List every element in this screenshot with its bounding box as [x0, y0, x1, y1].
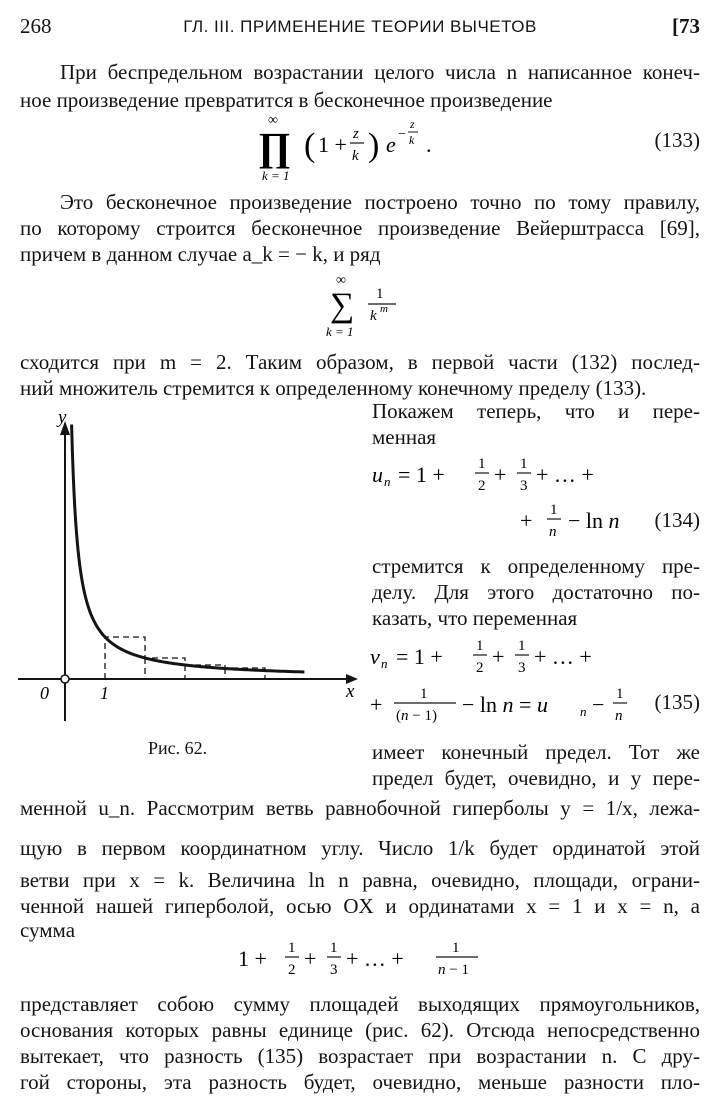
svg-text:− ln n = u: − ln n = u	[462, 692, 548, 717]
svg-text:1: 1	[478, 456, 486, 472]
svg-text:n: n	[580, 704, 587, 719]
equation-number: (133)	[654, 128, 700, 152]
text-line: сходится при m = 2. Таким образом, в первой части (132) послед-	[20, 350, 700, 374]
section-number: [73	[672, 14, 700, 38]
svg-text:v: v	[370, 644, 380, 669]
sum-render	[238, 930, 488, 990]
svg-text:∞: ∞	[336, 273, 346, 288]
svg-text:1: 1	[288, 940, 296, 956]
series-formula	[322, 270, 422, 340]
svg-text:∞: ∞	[268, 113, 278, 128]
svg-text:+: +	[492, 644, 505, 669]
text-line: представляет собою сумму площадей выходящих прямоугольников,	[20, 992, 700, 1016]
svg-text:3: 3	[330, 962, 338, 978]
page-number: 268	[20, 14, 52, 38]
svg-text:1: 1	[616, 686, 624, 702]
running-title: ГЛ. III. ПРИМЕНЕНИЕ ТЕОРИИ ВЫЧЕТОВ	[183, 17, 537, 36]
svg-text:.: .	[426, 132, 432, 157]
unit-rectangles	[105, 637, 265, 679]
svg-text:− ln n: − ln n	[568, 508, 620, 533]
svg-text:z: z	[410, 117, 415, 131]
equation-135	[368, 632, 700, 724]
svg-text:= 1 +: = 1 +	[396, 644, 443, 669]
svg-text:z: z	[353, 126, 359, 142]
svg-text:= 1 +: = 1 +	[398, 462, 445, 487]
text-line: имеет конечный предел. Тот же	[372, 740, 700, 764]
x-label: x	[346, 681, 355, 702]
svg-text:n: n	[549, 524, 557, 540]
svg-text:u: u	[372, 462, 383, 487]
svg-text:3: 3	[518, 660, 526, 676]
svg-text:2: 2	[288, 962, 296, 978]
svg-text:n − 1: n − 1	[438, 962, 469, 978]
sum-formula	[238, 930, 488, 990]
equation-number: (134)	[654, 508, 700, 532]
svg-text:k = 1: k = 1	[262, 168, 290, 182]
svg-text:(n − 1): (n − 1)	[396, 708, 437, 724]
equation-133	[258, 110, 458, 182]
svg-text:(: (	[304, 127, 316, 164]
svg-text:k = 1: k = 1	[326, 324, 354, 339]
text-line: менной u_n. Рассмотрим ветвь равнобочной гиперболы y = 1/x, лежа-	[20, 796, 700, 820]
origin-point	[61, 675, 69, 683]
origin-label: 0	[40, 683, 49, 703]
svg-text:1: 1	[420, 686, 428, 702]
svg-text:1 +: 1 +	[238, 946, 267, 971]
svg-text:−: −	[398, 127, 406, 142]
svg-text:1: 1	[330, 940, 338, 956]
text-line: ченной нашей гиперболой, осью OX и ординатами x = 1 и x = n, а	[20, 894, 700, 918]
text-line: сумма	[20, 918, 76, 942]
svg-text:+ … +: + … +	[536, 462, 594, 487]
svg-text:m: m	[380, 303, 388, 315]
svg-text:k: k	[352, 148, 359, 164]
text-line: основания которых равны единице (рис. 62). Отсюда непосредственно	[20, 1018, 700, 1042]
series-render	[322, 270, 422, 340]
svg-text:+: +	[494, 462, 507, 487]
svg-text:1: 1	[376, 286, 384, 302]
svg-text:1: 1	[518, 638, 526, 654]
svg-text:e: e	[386, 132, 396, 157]
svg-text:n: n	[381, 656, 388, 671]
svg-text:∑: ∑	[330, 287, 355, 324]
text-line: щую в первом координатном углу. Число 1/k будет ординатой этой	[20, 836, 700, 860]
svg-text:+: +	[520, 508, 533, 533]
text-line: менная	[372, 425, 437, 449]
equation-135-render	[368, 632, 700, 724]
text-line: предел будет, очевидно, и у пере-	[372, 766, 700, 790]
svg-text:3: 3	[520, 478, 528, 494]
svg-text:1: 1	[520, 456, 528, 472]
svg-text:1 +: 1 +	[318, 132, 347, 157]
text-line: Покажем теперь, что и пере-	[372, 399, 700, 423]
svg-text:): )	[368, 127, 380, 164]
hyperbola-curve	[72, 425, 305, 673]
text-line: по которому строится бесконечное произведение Вейерштрасса [69],	[20, 216, 700, 240]
svg-text:1: 1	[476, 638, 484, 654]
text-line: казать, что переменная	[372, 606, 578, 630]
text-line: Это бесконечное произведение построено точно по тому правилу,	[60, 190, 700, 214]
svg-text:k: k	[409, 133, 415, 147]
text-line: стремится к определенному пре-	[372, 554, 700, 578]
equation-134	[372, 452, 700, 542]
one-label: 1	[100, 683, 109, 703]
svg-text:+: +	[304, 946, 317, 971]
hyperbola-plot	[18, 405, 363, 725]
svg-text:2: 2	[476, 660, 484, 676]
svg-text:−: −	[592, 692, 605, 717]
svg-text:1: 1	[452, 940, 460, 956]
equation-134-render	[372, 452, 700, 542]
svg-text:n: n	[384, 474, 391, 489]
text-line: делу. Для этого достаточно по-	[372, 580, 700, 604]
svg-text:+ … +: + … +	[346, 946, 404, 971]
figure-62	[18, 405, 363, 725]
figure-caption: Рис. 62.	[148, 738, 208, 758]
svg-text:k: k	[370, 308, 377, 324]
svg-text:+ … +: + … +	[534, 644, 592, 669]
equation-133-render	[258, 110, 458, 182]
svg-text:+: +	[370, 692, 383, 717]
text-line: причем в данном случае a_k = − k, и ряд	[20, 242, 381, 266]
text-line: При беспредельном возрастании целого числа n написанное конеч-	[60, 60, 700, 84]
text-line: вытекает, что разность (135) возрастает при возрастании n. С дру-	[20, 1044, 700, 1068]
svg-text:2: 2	[478, 478, 486, 494]
svg-text:1: 1	[550, 502, 558, 518]
text-line: ветви при x = k. Величина ln n равна, очевидно, площади, ограни-	[20, 868, 700, 892]
y-label: y	[58, 407, 67, 428]
text-line: гой стороны, эта разность будет, очевидно, меньше разности пло-	[20, 1070, 700, 1094]
text-line: ное произведение превратится в бесконечное произведение	[20, 88, 553, 112]
svg-text:∏: ∏	[258, 124, 291, 169]
text-line: ний множитель стремится к определенному конечному пределу (133).	[20, 376, 647, 400]
svg-text:n: n	[615, 708, 623, 724]
equation-number: (135)	[654, 690, 700, 714]
